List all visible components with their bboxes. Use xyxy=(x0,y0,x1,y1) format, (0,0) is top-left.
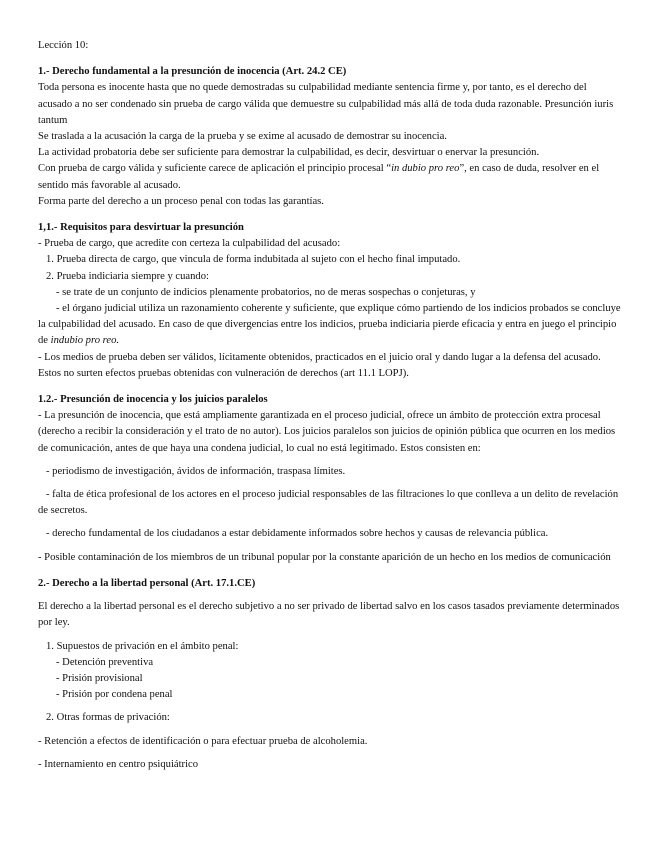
s1-paragraph-2: Se traslada a la acusación la carga de la prueba y se exime al acusado de demostrar su inocencia. xyxy=(38,131,447,143)
section-1-heading: 1.- Derecho fundamental a la presunción de inocencia (Art. 24.2 CE) xyxy=(38,66,347,78)
s11-line-2: 1. Prueba directa de cargo, que vincula de forma indubitada al sujeto con el hecho final imputado. xyxy=(46,254,461,266)
s2-list-1-item-3: - Prisión por condena penal xyxy=(56,689,173,701)
s11-l5-text: - el órgano judicial utiliza un razonamiento coherente y suficiente, que explique cómo partiendo de los indicios probados se concluye la culpabilidad del acusado. En caso de que divergencias entre los indicios, prueba indiciaria pierde eficacia y entra en juego el principio de xyxy=(38,303,621,347)
s1-paragraph-4 xyxy=(38,161,621,193)
s2-list-1-item-1: - Detención preventiva xyxy=(56,656,154,668)
s11-line-3: 2. Prueba indiciaria siempre y cuando: xyxy=(46,270,209,282)
s2-list-1: 1. Supuestos de privación en el ámbito penal: xyxy=(46,640,239,652)
section-1-2-heading: 1.2.- Presunción de inocencia y los juicios paralelos xyxy=(38,394,268,406)
s2-list-1-item-2: - Prisión provisional xyxy=(56,672,143,684)
section-1-1-heading: 1,1.- Requisitos para desvirtuar la presunción xyxy=(38,222,244,234)
s11-line-4: - se trate de un conjunto de indicios plenamente probatorios, no de meras sospechas o conjeturas, y xyxy=(56,286,476,298)
s12-bullet-2: - falta de ética profesional de los actores en el proceso judicial responsables de las filtraciones lo que conlleva a un delito de revelación de secretos. xyxy=(38,489,619,517)
s11-line-1: - Prueba de cargo, que acredite con certeza la culpabilidad del acusado: xyxy=(38,238,341,250)
s11-line-5 xyxy=(38,301,621,350)
s1-paragraph-3: La actividad probatoria debe ser suficiente para demostrar la culpabilidad, es decir, desvirtuar o enervar la presunción. xyxy=(38,147,540,159)
section-2-heading: 2.- Derecho a la libertad personal (Art. 17.1.CE) xyxy=(38,577,256,589)
s1-p4-text-a: Con prueba de cargo válida y suficiente carece de aplicación el principio procesal “ xyxy=(38,163,392,175)
s12-bullet-3: - derecho fundamental de los ciudadanos a estar debidamente informados sobre hechos y causas de relevancia pública. xyxy=(46,528,549,540)
s1-paragraph-5: Forma parte del derecho a un proceso penal con todas las garantías. xyxy=(38,195,324,207)
s2-bullet-2: - Internamiento en centro psiquiátrico xyxy=(38,758,199,770)
s1-paragraph-1: Toda persona es inocente hasta que no quede demostradas su culpabilidad mediante sentencia firme y, por tanto, es el derecho del acusado a no ser condenado sin prueba de cargo válida que demuestre su culpabilidad más allá de toda duda razonable. Presunción iuris tantum xyxy=(38,82,614,126)
s2-list-2: 2. Otras formas de privación: xyxy=(46,712,170,724)
s12-paragraph-1: - La presunción de inocencia, que está ampliamente garantizada en el proceso judicial, ofrece un ámbito de protección extra procesal (derecho a recibir la consideración y el trato de no autor). Los juicios paralelos son juicios de opinión pública que ocurren en los medios de comunicación, antes de que haya una condena judicial, lo cual no está legitimado. Estos consisten en: xyxy=(38,410,616,454)
s2-bullet-1: - Retención a efectos de identificación o para efectuar prueba de alcoholemia. xyxy=(38,735,368,747)
s1-p4-text-b: ”, en caso de duda, resolver en el sentido más favorable al acusado. xyxy=(38,163,600,191)
s12-bullet-1: - periodismo de investigación, ávidos de información, traspasa límites. xyxy=(46,465,346,477)
s12-bullet-4: - Posible contaminación de los miembros de un tribunal popular por la constante aparición de un hecho en los medios de comunicación xyxy=(38,551,611,563)
s11-line-6: - Los medios de prueba deben ser válidos, lícitamente obtenidos, practicados en el juicio oral y dando lugar a la defensa del acusado. Estos no surten efectos pruebas obtenidas con vulneración de derechos (art 11.1 LOPJ). xyxy=(38,351,601,379)
s2-paragraph-1: El derecho a la libertad personal es el derecho subjetivo a no ser privado de libertad salvo en los casos tasados previamente determinados por ley. xyxy=(38,601,620,629)
s1-p4-emphasis: in dubio pro reo xyxy=(391,163,460,175)
lesson-label: Lección 10: xyxy=(38,40,89,51)
s11-l5-emphasis: indubio pro reo. xyxy=(50,335,120,347)
